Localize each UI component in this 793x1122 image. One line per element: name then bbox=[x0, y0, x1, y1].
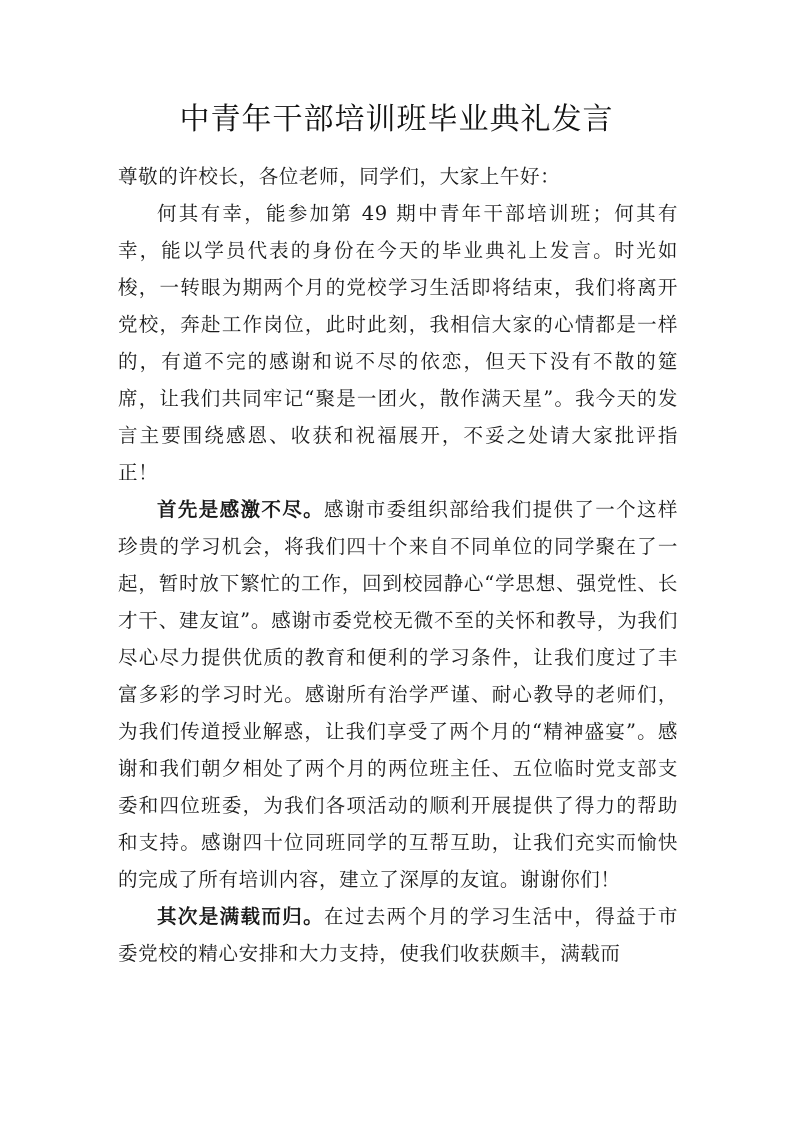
document-title: 中青年干部培训班毕业典礼发言 bbox=[179, 102, 614, 137]
paragraph-lead-gratitude: 首先是感激不尽。 bbox=[157, 498, 324, 521]
paragraph-lead-harvest: 其次是满载而归。 bbox=[157, 905, 324, 928]
paragraph-text-gratitude: 感谢市委组织部给我们提供了一个这样珍贵的学习机会，将我们四十个来自不同单位的同学聚在了一起，暂时放下繁忙的工作，回到校园静心“学思想、强党性、长才干、建友谊”。感谢市委党校无微不至的关怀和教导，为我们尽心尽力提供优质的教育和便利的学习条件，让我们度过了丰富多彩的学习时光。感谢所有治学严谨、耐心教导的老师们，为我们传道授业解惑，让我们享受了两个月的“精神盛宴”。感谢和我们朝夕相处了两个月的两位班主任、五位临时党支部支委和四位班委，为我们各项活动的顺利开展提供了得力的帮助和支持。感谢四十位同班同学的互帮互助，让我们充实而愉快的完成了所有培训内容，建立了深厚的友谊。谢谢你们！ bbox=[118, 498, 678, 891]
paragraph-gratitude bbox=[118, 491, 678, 898]
paragraph-opening: 何其有幸，能参加第 49 期中青年干部培训班；何其有幸，能以学员代表的身份在今天的毕业典礼上发言。时光如梭，一转眼为期两个月的党校学习生活即将结束，我们将离开党校，奔赴工作岗位，此时此刻，我相信大家的心情都是一样的，有道不完的感谢和说不尽的依恋，但天下没有不散的筵席，让我们共同牢记“聚是一团火，散作满天星”。我今天的发言主要围绕感恩、收获和祝福展开，不妥之处请大家批评指正！ bbox=[118, 202, 678, 484]
paragraph-harvest bbox=[118, 898, 678, 972]
paragraph-text-harvest: 在过去两个月的学习生活中，得益于市委党校的精心安排和大力支持，使我们收获颇丰，满载而 bbox=[118, 905, 678, 965]
salutation: 尊敬的许校长，各位老师，同学们，大家上午好： bbox=[118, 165, 561, 188]
document-body bbox=[118, 158, 678, 972]
